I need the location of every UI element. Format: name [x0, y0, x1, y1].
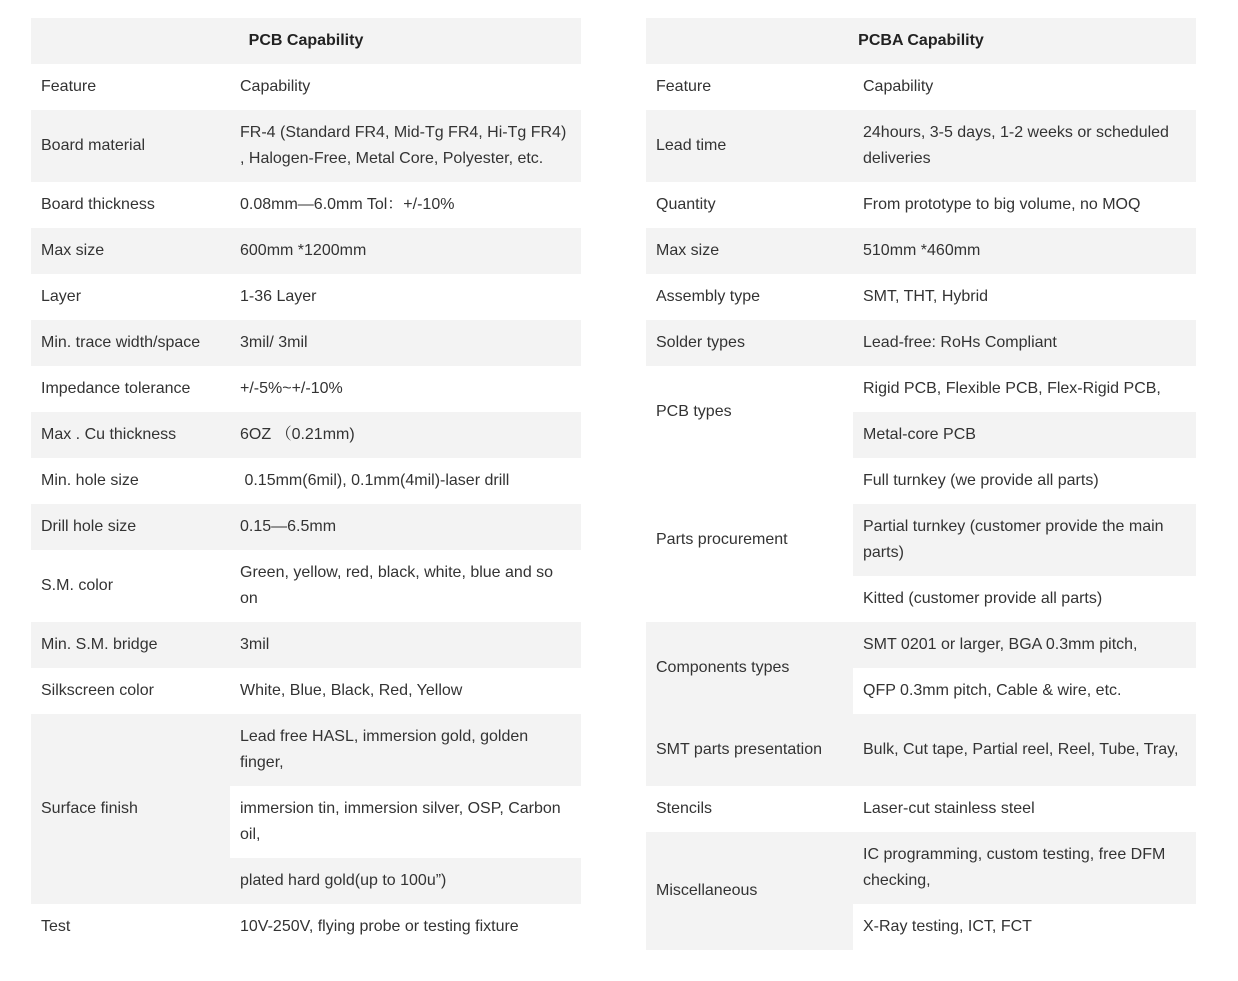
feature-cell: Test: [41, 918, 71, 935]
table-row: [31, 110, 581, 182]
table-row: [646, 110, 1196, 182]
capability-cell: plated hard gold(up to 100u”): [230, 858, 581, 904]
table-row: [31, 550, 581, 622]
table-row: [646, 228, 1196, 274]
capability-cell: SMT 0201 or larger, BGA 0.3mm pitch,: [853, 622, 1196, 668]
capability-cell: 1-36 Layer: [240, 288, 317, 305]
capability-cell: Lead-free: RoHs Compliant: [863, 334, 1057, 351]
table-row: [31, 182, 581, 228]
feature-cell: Max size: [41, 242, 105, 259]
table-row: [31, 622, 581, 668]
feature-cell: Board material: [41, 137, 146, 154]
feature-cell: Miscellaneous: [646, 832, 853, 950]
capability-cell: Rigid PCB, Flexible PCB, Flex-Rigid PCB,: [853, 366, 1196, 412]
capability-cell: +/-5%~+/-10%: [240, 380, 343, 397]
capability-cell: White, Blue, Black, Red, Yellow: [240, 682, 463, 699]
surface-finish-group: [31, 714, 581, 904]
capability-cell: 0.15—6.5mm: [240, 518, 337, 535]
table-header-row: [31, 64, 581, 110]
feature-cell: PCB types: [646, 366, 853, 458]
feature-cell: Components types: [646, 622, 853, 714]
capability-cell: X-Ray testing, ICT, FCT: [853, 904, 1196, 950]
feature-cell: Parts procurement: [646, 458, 853, 622]
feature-cell: Max size: [656, 242, 720, 259]
feature-cell: Stencils: [656, 800, 713, 817]
capability-cell: 0.08mm—6.0mm Tol：+/-10%: [240, 196, 455, 213]
feature-header: Feature: [41, 78, 97, 95]
pcb-capability-table: [31, 18, 581, 950]
capability-cell: 10V-250V, flying probe or testing fixture: [240, 918, 519, 935]
table-row: [646, 714, 1196, 786]
feature-cell: Lead time: [656, 137, 727, 154]
table-row: [31, 274, 581, 320]
feature-cell: SMT parts presentation: [656, 741, 823, 758]
capability-cell: 3mil/ 3mil: [240, 334, 308, 351]
capability-cell: 0.15mm(6mil), 0.1mm(4mil)-laser drill: [240, 472, 510, 489]
feature-cell: Quantity: [656, 196, 716, 213]
table-row: [646, 274, 1196, 320]
capability-cell: Lead free HASL, immersion gold, golden finger,: [230, 714, 581, 786]
table-header-row: [646, 64, 1196, 110]
feature-cell: Impedance tolerance: [41, 380, 191, 397]
table-row: [646, 320, 1196, 366]
capability-cell: IC programming, custom testing, free DFM checking,: [853, 832, 1196, 904]
feature-cell: Surface finish: [31, 714, 230, 904]
feature-cell: Silkscreen color: [41, 682, 154, 699]
pcb-table-title: PCB Capability: [31, 18, 581, 64]
capability-cell: Full turnkey (we provide all parts): [853, 458, 1196, 504]
table-row: [31, 320, 581, 366]
feature-cell: Board thickness: [41, 196, 155, 213]
feature-header: Feature: [656, 78, 712, 95]
capability-cell: 600mm *1200mm: [240, 242, 367, 259]
miscellaneous-group: [646, 832, 1196, 950]
table-row: [31, 668, 581, 714]
capability-cell: SMT, THT, Hybrid: [863, 288, 989, 305]
capability-cell: From prototype to big volume, no MOQ: [863, 196, 1141, 213]
feature-cell: Min. S.M. bridge: [41, 636, 158, 653]
capability-cell: Bulk, Cut tape, Partial reel, Reel, Tube, Tray,: [863, 741, 1179, 758]
table-row: [31, 458, 581, 504]
feature-cell: Layer: [41, 288, 82, 305]
table-row: [646, 786, 1196, 832]
table-row: [31, 412, 581, 458]
pcb-types-group: [646, 366, 1196, 458]
table-row: [31, 228, 581, 274]
feature-cell: Solder types: [656, 334, 745, 351]
capability-cell: FR-4 (Standard FR4, Mid-Tg FR4, Hi-Tg FR4) , Halogen-Free, Metal Core, Polyester, etc.: [240, 124, 567, 167]
capability-cell: 24hours, 3-5 days, 1-2 weeks or scheduled deliveries: [863, 124, 1169, 167]
capability-cell: 3mil: [240, 636, 270, 653]
table-row: [31, 504, 581, 550]
capability-cell: Kitted (customer provide all parts): [853, 576, 1196, 622]
table-row: [31, 904, 581, 950]
table-row: [646, 182, 1196, 228]
feature-cell: Assembly type: [656, 288, 761, 305]
capability-cell: Green, yellow, red, black, white, blue and so on: [240, 564, 554, 607]
table-row: [31, 366, 581, 412]
feature-cell: Min. trace width/space: [41, 334, 201, 351]
capability-cell: Metal-core PCB: [853, 412, 1196, 458]
pcba-capability-table: [646, 18, 1196, 950]
capability-cell: 510mm *460mm: [863, 242, 981, 259]
capability-cell: immersion tin, immersion silver, OSP, Carbon oil,: [230, 786, 581, 858]
feature-cell: Min. hole size: [41, 472, 139, 489]
capability-header: Capability: [240, 78, 311, 95]
components-types-group: [646, 622, 1196, 714]
capability-cell: 6OZ （0.21mm): [240, 426, 355, 443]
pcba-table-title: PCBA Capability: [646, 18, 1196, 64]
capability-cell: Laser-cut stainless steel: [863, 800, 1035, 817]
parts-procurement-group: [646, 458, 1196, 622]
feature-cell: Drill hole size: [41, 518, 137, 535]
capability-header: Capability: [863, 78, 934, 95]
feature-cell: Max . Cu thickness: [41, 426, 177, 443]
capability-cell: Partial turnkey (customer provide the main parts): [853, 504, 1196, 576]
capability-cell: QFP 0.3mm pitch, Cable & wire, etc.: [853, 668, 1196, 714]
feature-cell: S.M. color: [41, 577, 114, 594]
